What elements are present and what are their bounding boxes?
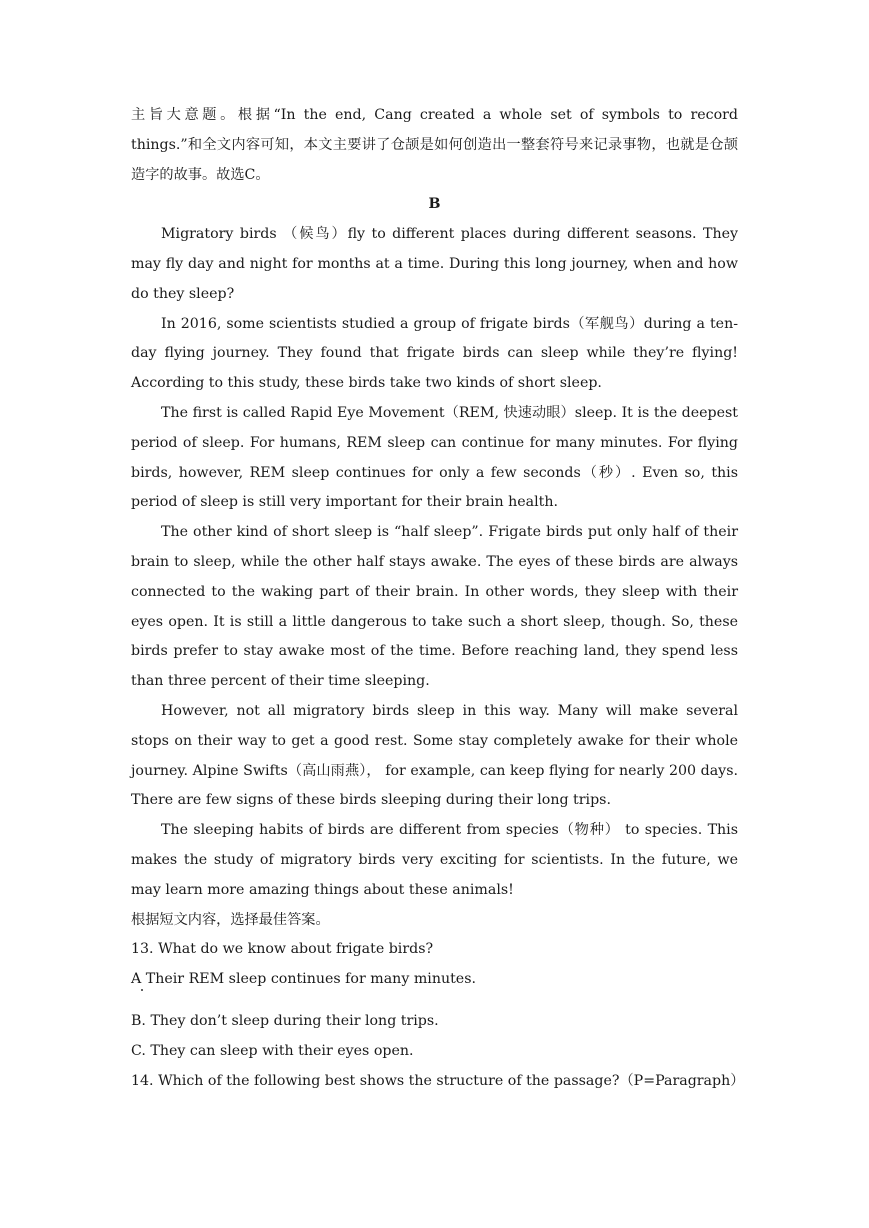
- question-13-option-a: A Their REM sleep continues for many minutes.: [131, 971, 476, 988]
- paragraph-6: The sleeping habits of birds are different from species（物种） to species. This makes the study of migratory birds very exciting for scientists. In the future, we may learn more amazing things about these animals!: [131, 822, 738, 898]
- question-13-stem: 13. What do we know about frigate birds?: [131, 941, 434, 958]
- paragraph-1: Migratory birds （候鸟）fly to different places during different seasons. They may fly day and night for months at a time. During this long journey, when and how do they sleep?: [131, 226, 738, 302]
- paragraph-3: The first is called Rapid Eye Movement（REM, 快速动眼）sleep. It is the deepest period of sleep. For humans, REM sleep can continue for many minutes. For flying birds, however, REM sleep continues for only a few seconds（秒）. Even so, this period of sleep is still very important for their brain health.: [131, 404, 738, 511]
- paragraph-5: However, not all migratory birds sleep in this way. Many will make several stops on their way to get a good rest. Some stay completely awake for their whole journey. Alpine Swifts（高山雨燕）， for example, can keep flying for nearly 200 days. There are few signs of these birds sleeping during their long trips.: [131, 702, 738, 809]
- dot-mark-icon: [141, 989, 143, 991]
- paragraph-2: In 2016, some scientists studied a group of frigate birds（军舰鸟）during a ten-day flying journey. They found that frigate birds can sleep while they’re flying! According to this study, these birds take two kinds of short sleep.: [131, 315, 738, 392]
- question-13-option-b: B. They don’t sleep during their long trips.: [131, 1012, 439, 1029]
- document-page: [131, 101, 745, 1096]
- section-label: B: [428, 196, 441, 213]
- paragraph-4: The other kind of short sleep is “half sleep”. Frigate birds put only half of their brain to sleep, while the other half stays awake. The eyes of these birds are always connected to the waking part of their brain. In other words, they sleep with their eyes open. It is still a little dangerous to take such a short sleep, though. So, these birds prefer to stay awake most of the time. Before reaching land, they spend less than three percent of their time sleeping.: [131, 524, 738, 690]
- intro-explanation: 主旨大意题。根据“In the end, Cang created a whole set of symbols to record things.”和全文内容可知，本文主要讲了仓颉是如何创造出一整套符号来记录事物，也就是仓颉造字的故事。故选C。: [131, 107, 738, 183]
- instruction: 根据短文内容，选择最佳答案。: [131, 911, 330, 928]
- question-13-option-c: C. They can sleep with their eyes open.: [131, 1042, 414, 1059]
- stray-dot-mark: [131, 995, 738, 1007]
- question-14-stem: 14. Which of the following best shows the structure of the passage?（P=Paragraph）: [131, 1072, 745, 1089]
